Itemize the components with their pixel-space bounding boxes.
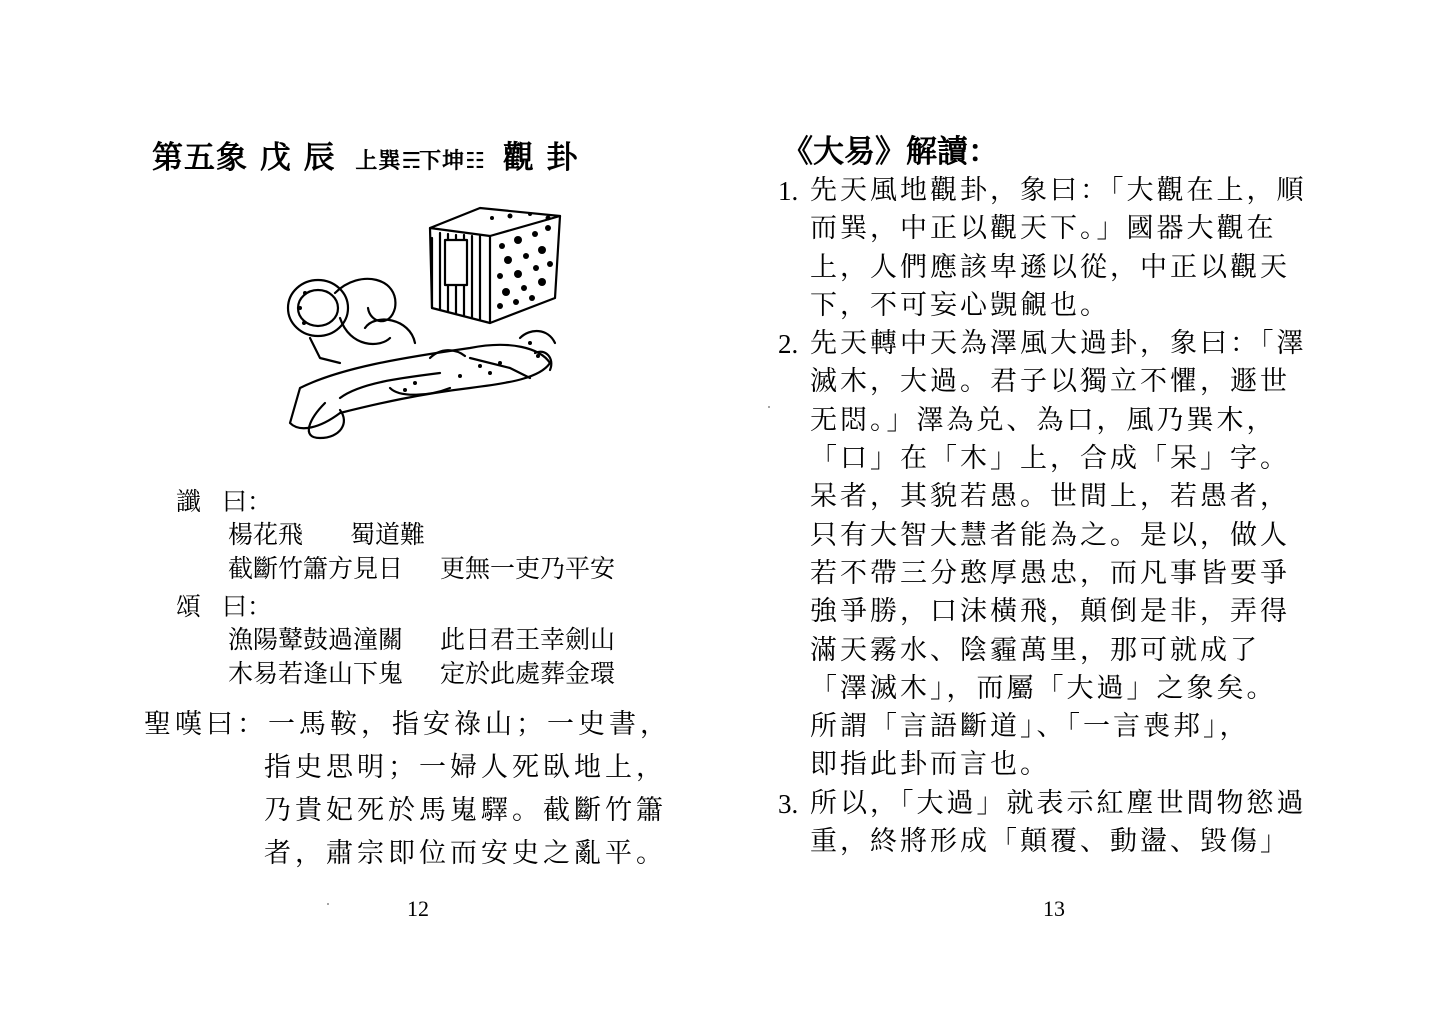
song-heading xyxy=(176,587,272,623)
song-yue: 曰： xyxy=(222,592,273,621)
chapter-title xyxy=(152,132,578,177)
section-heading: 《大易》解讀： xyxy=(782,134,999,170)
hexagram-name: 觀 卦 xyxy=(502,140,579,176)
shengtan-commentary xyxy=(144,703,671,875)
chen-line-1b: 蜀道難 xyxy=(350,520,426,549)
chen-yue: 曰： xyxy=(222,487,273,516)
song-line-1a: 漁陽鼙鼓過潼關 xyxy=(228,625,404,654)
right-page xyxy=(720,0,1440,1031)
item-line: 先天轉中天為澤風大過卦，象曰：「澤 xyxy=(810,328,1307,360)
item-line: 而巽，中正以觀天下。」國器大觀在 xyxy=(810,213,1277,245)
chen-heading xyxy=(176,482,272,518)
song-line-2 xyxy=(228,654,616,690)
item-line: 所以，「大過」就表示紅塵世間物慾過 xyxy=(810,787,1307,819)
scan-speck xyxy=(327,903,329,905)
commentary-lead: 聖嘆曰： xyxy=(144,709,268,740)
page-number-right: 13 xyxy=(1043,896,1065,921)
page-number-left: 12 xyxy=(407,896,429,921)
item-line: 即指此卦而言也。 xyxy=(810,749,1050,781)
item-line: 所謂「言語斷道」、「一言喪邦」， xyxy=(810,711,1250,743)
chen-line-2b: 更無一吏乃平安 xyxy=(440,554,616,583)
item-number: 3. xyxy=(778,788,799,819)
item-line: 重，終將形成「顛覆、動盪、毀傷」 xyxy=(810,826,1290,858)
item-line: 上，人們應該卑遜以從，中正以觀天 xyxy=(810,251,1290,283)
item-number: 2. xyxy=(778,329,799,360)
song-line-1 xyxy=(228,620,616,656)
song-line-1b: 此日君王幸劍山 xyxy=(440,625,616,654)
item-line: 「口」在「木」上，合成「呆」字。 xyxy=(810,443,1290,475)
chen-label: 讖 xyxy=(176,487,202,516)
item-line: 滿天霧水、陰霾萬里，那可就成了 xyxy=(810,634,1260,666)
song-label: 頌 xyxy=(176,592,202,621)
upper-trigram-icon: ☴ xyxy=(401,149,420,174)
commentary-line-3: 乃貴妃死於馬嵬驛。截斷竹簫 xyxy=(264,795,667,826)
illustration-image xyxy=(280,198,570,443)
song-line-2a: 木易若逢山下鬼 xyxy=(228,659,404,688)
list-item-3 xyxy=(778,785,1323,862)
item-line: 先天風地觀卦，象曰：「大觀在上，順 xyxy=(810,175,1307,206)
song-line-2b: 定於此處葬金環 xyxy=(440,659,616,688)
list-item-1 xyxy=(778,172,1323,325)
item-line: 「澤滅木」，而屬「大過」之象矣。 xyxy=(810,672,1277,704)
scan-speck xyxy=(768,406,770,408)
item-number: 1. xyxy=(778,176,799,206)
item-line: 滅木，大過。君子以獨立不懼，遯世 xyxy=(810,366,1290,398)
commentary-line-2: 指史思明；一婦人死臥地上， xyxy=(264,752,667,783)
item-line: 呆者，其貌若愚。世間上，若愚者， xyxy=(810,481,1290,513)
item-line: 只有大智大慧者能為之。是以，做人 xyxy=(810,519,1290,551)
chen-line-2a: 截斷竹簫方見日 xyxy=(228,554,404,583)
list-item-2 xyxy=(778,325,1323,785)
item-line: 无悶。」澤為兑、為口，風乃巽木， xyxy=(810,404,1277,436)
item-line: 強爭勝，口沫橫飛，顛倒是非，弄得 xyxy=(810,596,1290,628)
item-line: 若不帶三分憨厚愚忠，而凡事皆要爭 xyxy=(810,557,1290,589)
item-line: 下，不可妄心覬覦也。 xyxy=(810,289,1110,321)
lower-trigram-icon: ☷ xyxy=(465,149,483,174)
chen-line-1a: 楊花飛 xyxy=(228,520,304,549)
chen-line-2 xyxy=(228,549,616,585)
lower-trigram-label: 下坤 xyxy=(419,149,466,174)
commentary-line-4: 者，肅宗即位而安史之亂平。 xyxy=(264,838,667,869)
upper-trigram-label: 上巽 xyxy=(355,149,402,174)
commentary-line-1: 一馬鞍，指安祿山；一史書， xyxy=(268,709,671,740)
title-main: 第五象 戊 辰 xyxy=(152,140,336,176)
interpretation-list xyxy=(778,172,1323,861)
chen-line-1 xyxy=(228,515,426,551)
